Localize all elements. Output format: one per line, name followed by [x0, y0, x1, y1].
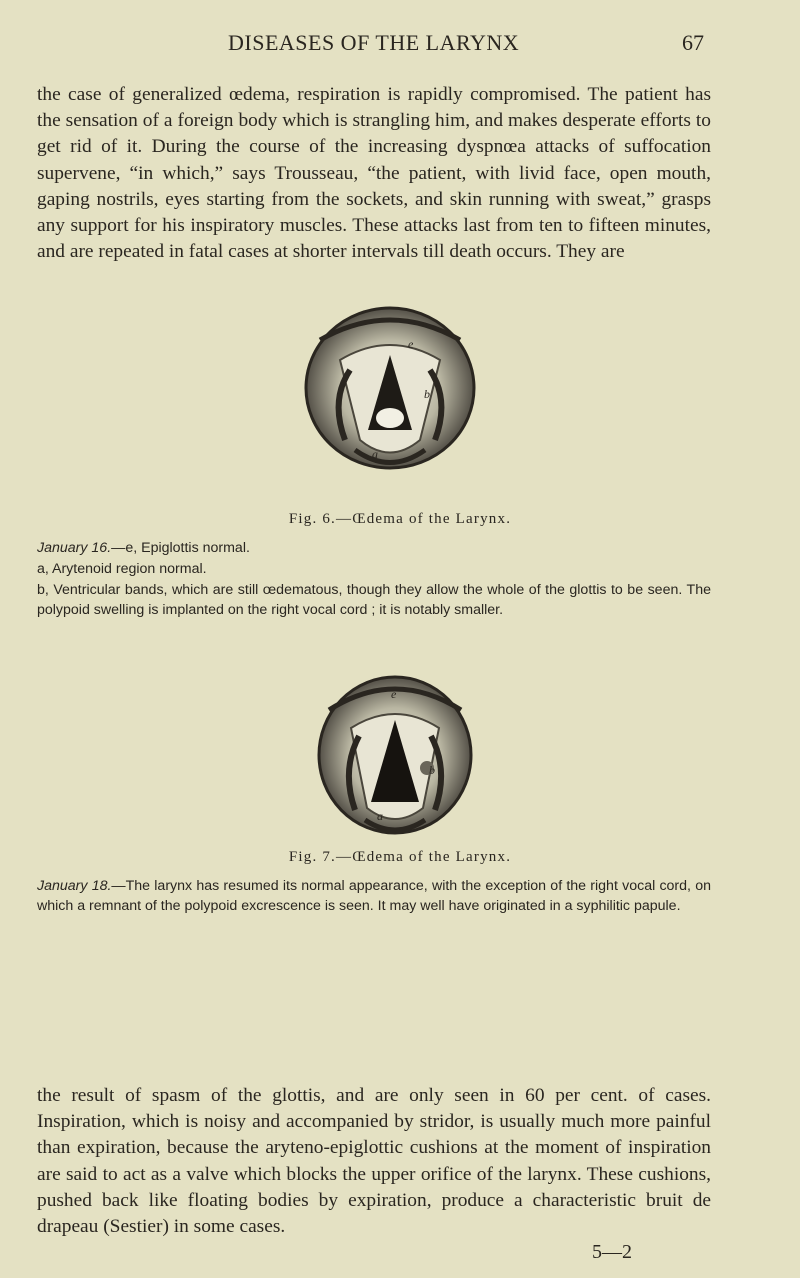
figure-7-note-text: —The larynx has resumed its normal appearance, with the exception of the right vocal cord, on which a remnant of the polypoid excrescence is seen. It may well have originated in a syphilitic papule. [37, 878, 711, 914]
figure-6-note-line-1 [37, 538, 711, 558]
figure-7-larynx-illustration [315, 670, 475, 840]
figure-6-note-date: January 16. [37, 540, 112, 556]
fig7-label-e: e [391, 687, 397, 701]
fig6-label-e: e [408, 337, 414, 351]
figure-6-note-line-3: b, Ventricular bands, which are still œdematous, though they allow the whole of the glottis to be seen. The polypoid swelling is implanted on the right vocal cord ; it is notably smaller. [37, 582, 711, 618]
figure-7-caption: Fig. 7.—Œdema of the Larynx. [288, 849, 512, 865]
figure-6-caption: Fig. 6.—Œdema of the Larynx. [288, 511, 512, 527]
paragraph-2: the result of spasm of the glottis, and are only seen in 60 per cent. of cases. Inspiration, which is noisy and accompanied by stridor, is usually much more painful than expiration, because the aryteno-epiglottic cushions at the moment of inspiration are said to act as a valve which blocks the upper orifice of the larynx. These cushions, pushed back like floating bodies by expiration, produce a characteristic bruit de drapeau (Sestier) in some cases. [37, 1085, 711, 1238]
figure-6-larynx-illustration [300, 300, 480, 480]
figure-6-note-epiglottis: —e, Epiglottis normal. [111, 540, 250, 556]
figure-7-note-date: January 18. [37, 878, 112, 894]
signature-mark: 5—2 [592, 1241, 632, 1263]
figure-7-note [37, 876, 711, 916]
fig6-label-b: b [424, 387, 430, 401]
running-title: DISEASES OF THE LARYNX [228, 30, 520, 55]
paragraph-1: the case of generalized œdema, respiration is rapidly compromised. The patient has the sensation of a foreign body which is strangling him, and makes desperate efforts to get rid of it. During the course of the increasing dyspnœa attacks of suffocation supervene, “in which,” says Trousseau, “the patient, with livid face, open mouth, gaping nostrils, eyes starting from the sockets, and skin running with sweat,” grasps any support for his inspiratory muscles. These attacks last from ten to fifteen minutes, and are repeated in fatal cases at shorter intervals till death occurs. They are [37, 84, 711, 263]
figure-6-note-line-2: a, Arytenoid region normal. [37, 561, 207, 577]
running-head [0, 30, 800, 64]
page-number: 67 [682, 30, 704, 55]
fig6-label-a: a [372, 447, 378, 461]
fig7-label-a: a [377, 809, 383, 823]
fig7-label-b: b [429, 763, 435, 777]
